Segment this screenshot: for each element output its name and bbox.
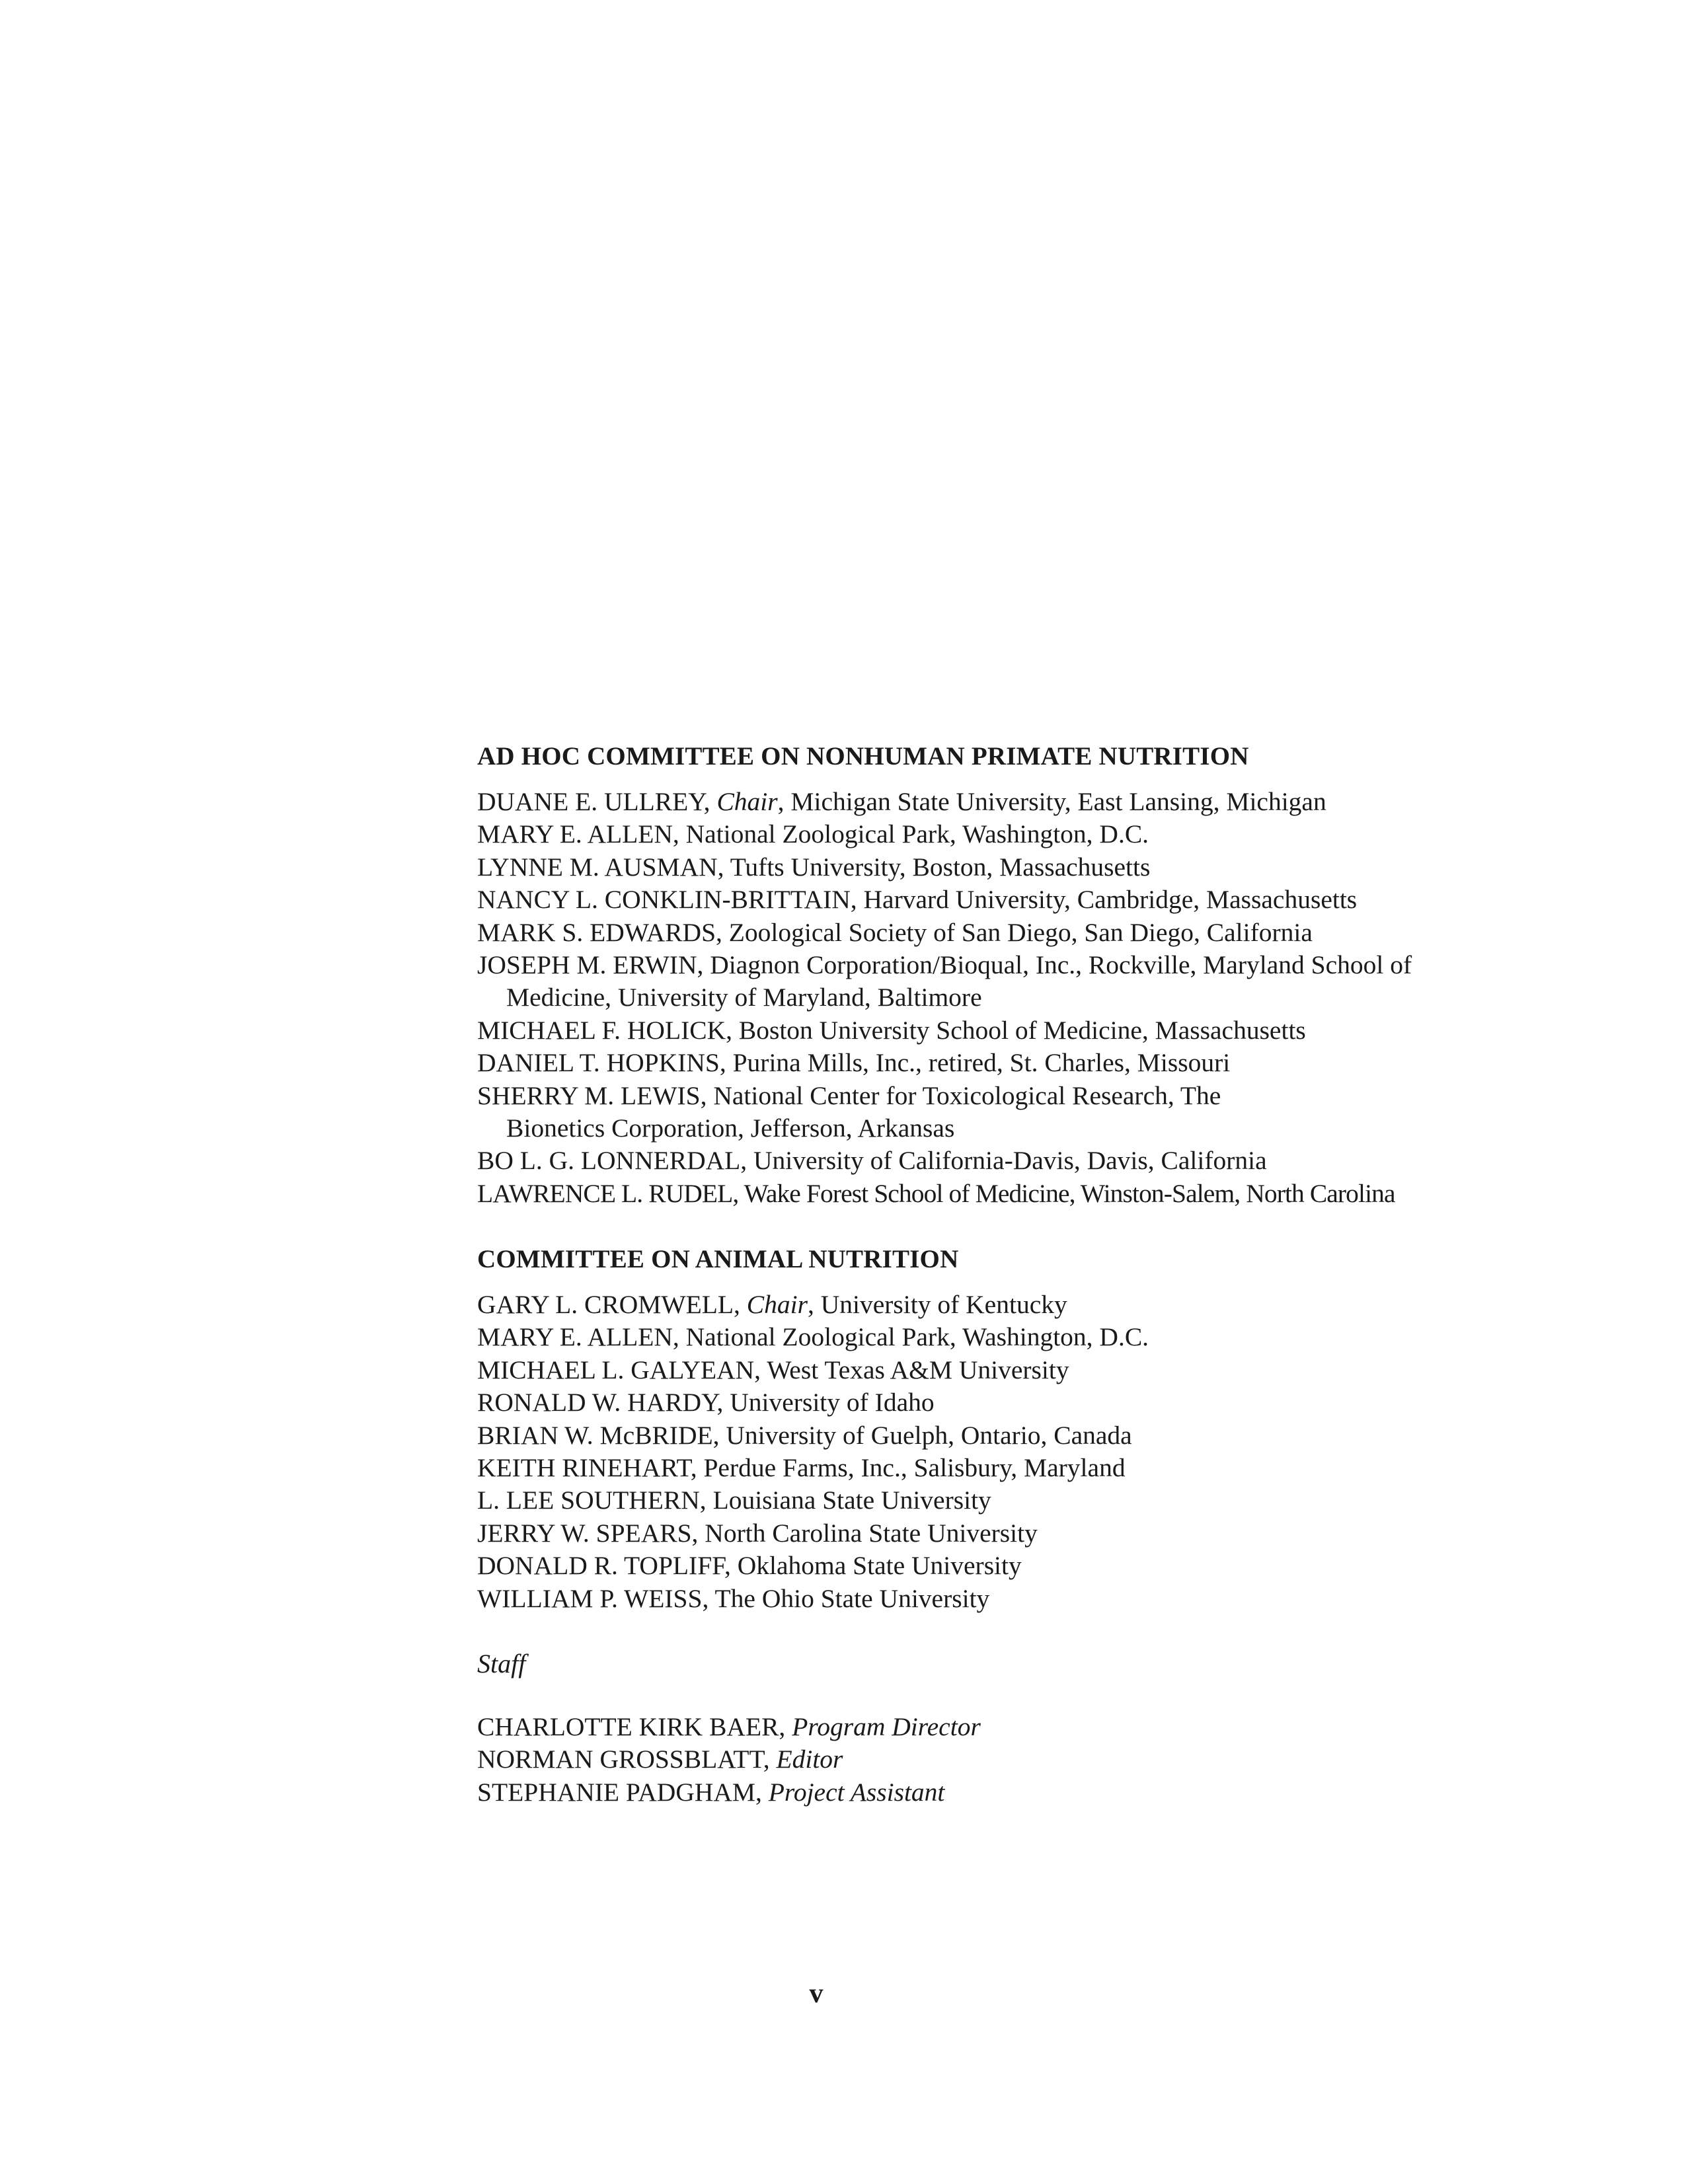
member-entry [477,1080,1266,1145]
animal-nutrition-committee-section [477,1243,1508,1615]
member-name: GARY L. CROMWELL, [477,1290,747,1319]
member-entry [477,1321,1508,1353]
member-name: MICHAEL L. GALYEAN, [477,1355,767,1384]
member-affiliation: North Carolina State University [705,1518,1038,1548]
member-name: RONALD W. HARDY, [477,1388,730,1417]
member-name: DUANE E. ULLREY, [477,787,717,816]
member-entry [477,1354,1508,1386]
member-affiliation: National Center for Toxicological Research, The Bionetics Corporation, Jefferson, Arkansas [506,1080,1221,1143]
member-affiliation: Diagnon Corporation/Bioqual, Inc., Rockville, Maryland School of Medicine, University of Maryland, Baltimore [506,950,1412,1012]
member-affiliation: University of Idaho [730,1388,935,1417]
member-name: JOSEPH M. ERWIN, [477,950,710,980]
member-affiliation: National Zoological Park, Washington, D.C. [685,1322,1149,1352]
member-name: L. LEE SOUTHERN, [477,1486,713,1515]
member-entry [477,1014,1508,1047]
member-affiliation: University of Guelph, Ontario, Canada [726,1420,1132,1450]
member-affiliation: West Texas A&M University [767,1355,1069,1384]
member-affiliation: University of California-Davis, Davis, California [753,1146,1267,1176]
member-affiliation: , University of Kentucky [808,1290,1067,1319]
member-affiliation: Perdue Farms, Inc., Salisbury, Maryland [703,1453,1126,1483]
member-affiliation: Zoological Society of San Diego, San Diego, California [728,917,1313,947]
staff-role: Program Director [792,1712,981,1741]
member-name: BO L. G. LONNERDAL, [477,1146,754,1176]
member-affiliation: Harvard University, Cambridge, Massachusetts [863,885,1358,915]
member-entry [477,851,1508,884]
staff-entry [477,1743,1508,1776]
staff-section [477,1711,1508,1809]
member-affiliation: National Zoological Park, Washington, D.C. [685,819,1149,849]
member-name: DANIEL T. HOPKINS, [477,1048,733,1078]
member-entry [477,1419,1508,1452]
member-entry [477,818,1508,850]
member-name: SHERRY M. LEWIS, [477,1080,714,1110]
member-entry [477,917,1508,949]
member-name: JERRY W. SPEARS, [477,1518,705,1548]
member-affiliation: Boston University School of Medicine, Massachusetts [738,1015,1306,1045]
member-list [477,786,1508,1210]
member-entry [477,1452,1508,1484]
staff-role: Editor [776,1745,843,1774]
member-name: BRIAN W. McBRIDE, [477,1420,726,1450]
member-entry [477,1484,1508,1517]
member-affiliation: Louisiana State University [712,1486,991,1515]
member-role: Chair [716,787,778,816]
member-name: LYNNE M. AUSMAN, [477,852,730,882]
staff-name: CHARLOTTE KIRK BAER, [477,1712,792,1741]
member-name: WILLIAM P. WEISS, [477,1583,715,1613]
member-role: Chair [746,1290,808,1319]
section-heading: COMMITTEE ON ANIMAL NUTRITION [477,1245,959,1273]
staff-entry [477,1711,1508,1743]
member-affiliation: Purina Mills, Inc., retired, St. Charles, Missouri [732,1048,1231,1078]
ad-hoc-committee-section [477,740,1508,1210]
staff-name: NORMAN GROSSBLATT, [477,1745,777,1774]
member-name: DONALD R. TOPLIFF, [477,1551,738,1581]
member-name: NANCY L. CONKLIN-BRITTAIN, [477,885,864,915]
member-entry [477,1386,1508,1419]
staff-name: STEPHANIE PADGHAM, [477,1777,769,1807]
member-entry [477,1583,1508,1615]
member-affiliation: Oklahoma State University [737,1551,1022,1581]
member-entry [477,1550,1508,1582]
member-entry [477,1289,1508,1321]
section-heading: AD HOC COMMITTEE ON NONHUMAN PRIMATE NUTRITION [477,742,1249,771]
member-name: MARY E. ALLEN, [477,819,686,849]
member-name: MARK S. EDWARDS, [477,917,729,947]
member-affiliation: Wake Forest School of Medicine, Winston-Salem, North Carolina [744,1178,1395,1208]
member-affiliation: The Ohio State University [714,1583,990,1613]
member-affiliation: , Michigan State University, East Lansing, Michigan [777,787,1326,816]
member-name: LAWRENCE L. RUDEL, [477,1178,744,1208]
member-entry [477,1145,1508,1177]
page-number: v [809,1978,824,2009]
member-entry [477,949,1508,1014]
member-name: MARY E. ALLEN, [477,1322,686,1352]
member-entry [477,1178,1508,1210]
member-affiliation: Tufts University, Boston, Massachusetts [730,852,1151,882]
member-name: KEITH RINEHART, [477,1453,704,1483]
staff-label: Staff [477,1649,526,1678]
member-entry [477,786,1508,818]
member-list [477,1289,1508,1615]
staff-role: Project Assistant [768,1777,945,1807]
staff-entry [477,1776,1508,1809]
member-entry [477,884,1508,916]
member-entry [477,1047,1508,1079]
member-entry [477,1517,1508,1550]
member-name: MICHAEL F. HOLICK, [477,1015,739,1045]
